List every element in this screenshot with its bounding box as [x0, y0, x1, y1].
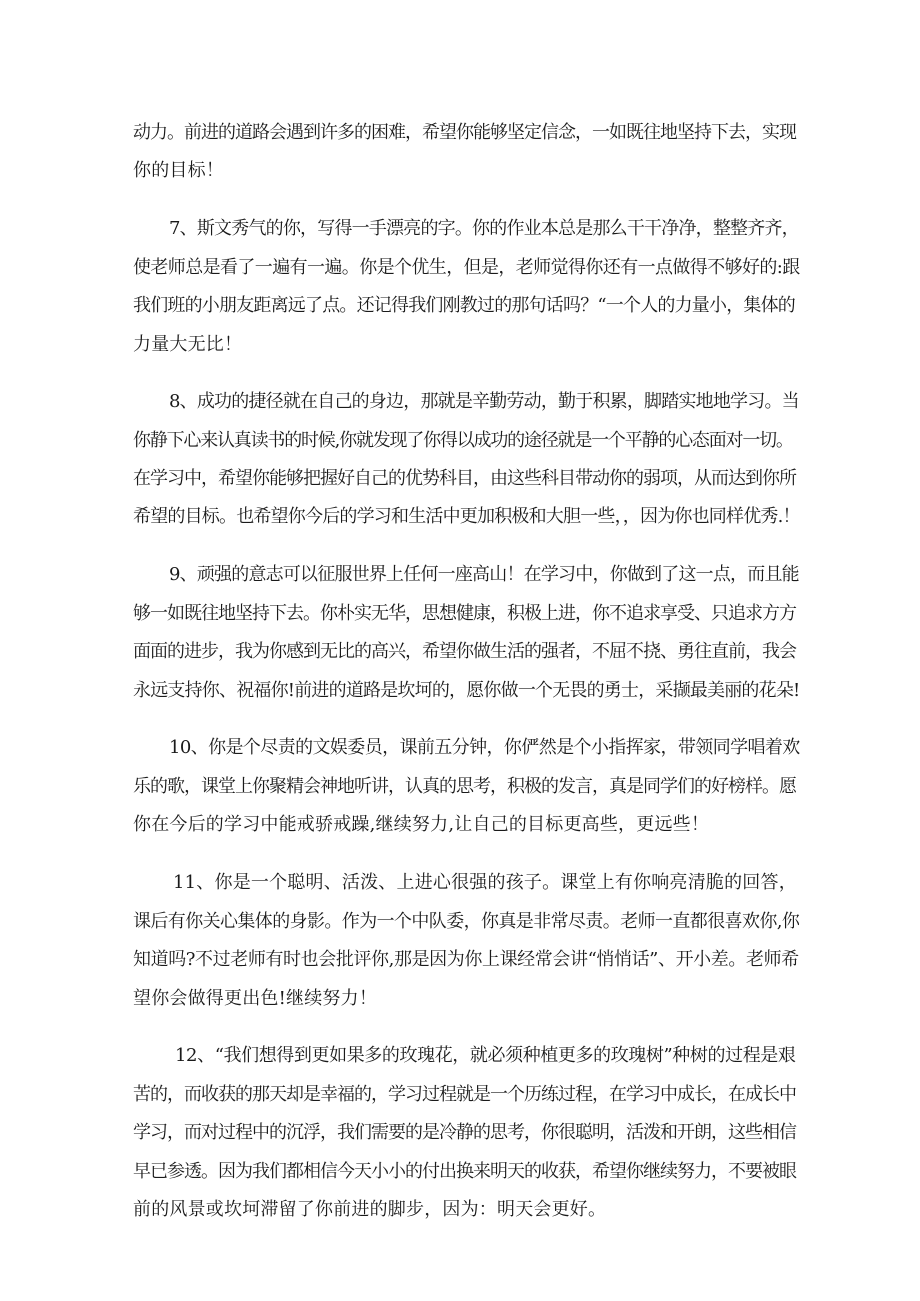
text-line: 望你会做得更出色!继续努力！: [133, 988, 378, 1009]
text-line: 在学习中，希望你能够把握好自己的优势科目，由这些科目带动你的弱项，从而达到你所: [133, 468, 796, 489]
text-line: 9、顽强的意志可以征服世界上任何一座高山！在学习中，你做到了这一点，而且能: [169, 564, 799, 585]
text-line: 课后有你关心集体的身影。作为一个中队委，你真是非常尽责。老师一直都很喜欢你,你: [133, 911, 800, 932]
text-line: 我们班的小朋友距离远了点。还记得我们刚教过的那句话吗？“一个人的力量小，集体的: [133, 295, 795, 316]
text-line: 知道吗?不过老师有时也会批评你,那是因为你上课经常会讲“悄悄话”、开小差。老师希: [133, 949, 799, 970]
text-line: 希望的目标。也希望你今后的学习和生活中更加积极和大胆一些，，因为你也同样优秀.！: [133, 506, 800, 527]
text-line: 11、你是一个聪明、活泼、上进心很强的孩子。课堂上有你响亮清脆的回答，: [173, 872, 797, 893]
text-line: 乐的歌，课堂上你聚精会神地听讲，认真的思考，积极的发言，真是同学们的好榜样。愿: [133, 776, 796, 797]
text-line: 够一如既往地坚持下去。你朴实无华，思想健康，积极上进，你不追求享受、只追求方方: [133, 603, 796, 624]
text-line: 早已参透。因为我们都相信今天小小的付出换来明天的收获，希望你继续努力，不要被眼: [133, 1161, 796, 1182]
text-line: 12、“我们想得到更如果多的玫瑰花，就必须种植更多的玫瑰树”种树的过程是艰: [175, 1045, 796, 1066]
text-line: 动力。前进的道路会遇到许多的困难，希望你能够坚定信念，一如既往地坚持下去，实现: [133, 122, 796, 143]
text-line: 学习，而对过程中的沉浮，我们需要的是冷静的思考，你很聪明，活泼和开朗，这些相信: [133, 1122, 796, 1143]
text-line: 永远支持你、祝福你!前进的道路是坎坷的，愿你做一个无畏的勇士，采撷最美丽的花朵!: [133, 680, 800, 701]
text-line: 力量大无比！: [133, 334, 243, 355]
text-line: 7、斯文秀气的你，写得一手漂亮的字。你的作业本总是那么干干净净，整整齐齐，: [169, 218, 799, 239]
text-line: 苦的，而收获的那天却是幸福的，学习过程就是一个历练过程，在学习中成长，在成长中: [133, 1084, 796, 1105]
text-line: 10、你是个尽责的文娱委员，课前五分钟，你俨然是个小指挥家，带领同学唱着欢: [169, 737, 800, 758]
text-line: 你的目标！: [133, 160, 224, 181]
text-line: 你静下心来认真读书的时候,你就发现了你得以成功的途径就是一个平静的心态面对一切。: [133, 430, 793, 451]
text-line: 使老师总是看了一遍有一遍。你是个优生，但是，老师觉得你还有一点做得不够好的:跟: [133, 257, 800, 278]
text-line: 面面的进步，我为你感到无比的高兴，希望你做生活的强者，不屈不挠、勇往直前，我会: [133, 641, 796, 662]
text-line: 你在今后的学习中能戒骄戒躁,继续努力,让自己的目标更高些，更远些！: [133, 814, 710, 835]
text-line: 8、成功的捷径就在自己的身边，那就是辛勤劳动，勤于积累，脚踏实地地学习。当: [169, 391, 799, 412]
text-line: 前的风景或坎坷滞留了你前进的脚步，因为：明天会更好。: [133, 1199, 607, 1220]
